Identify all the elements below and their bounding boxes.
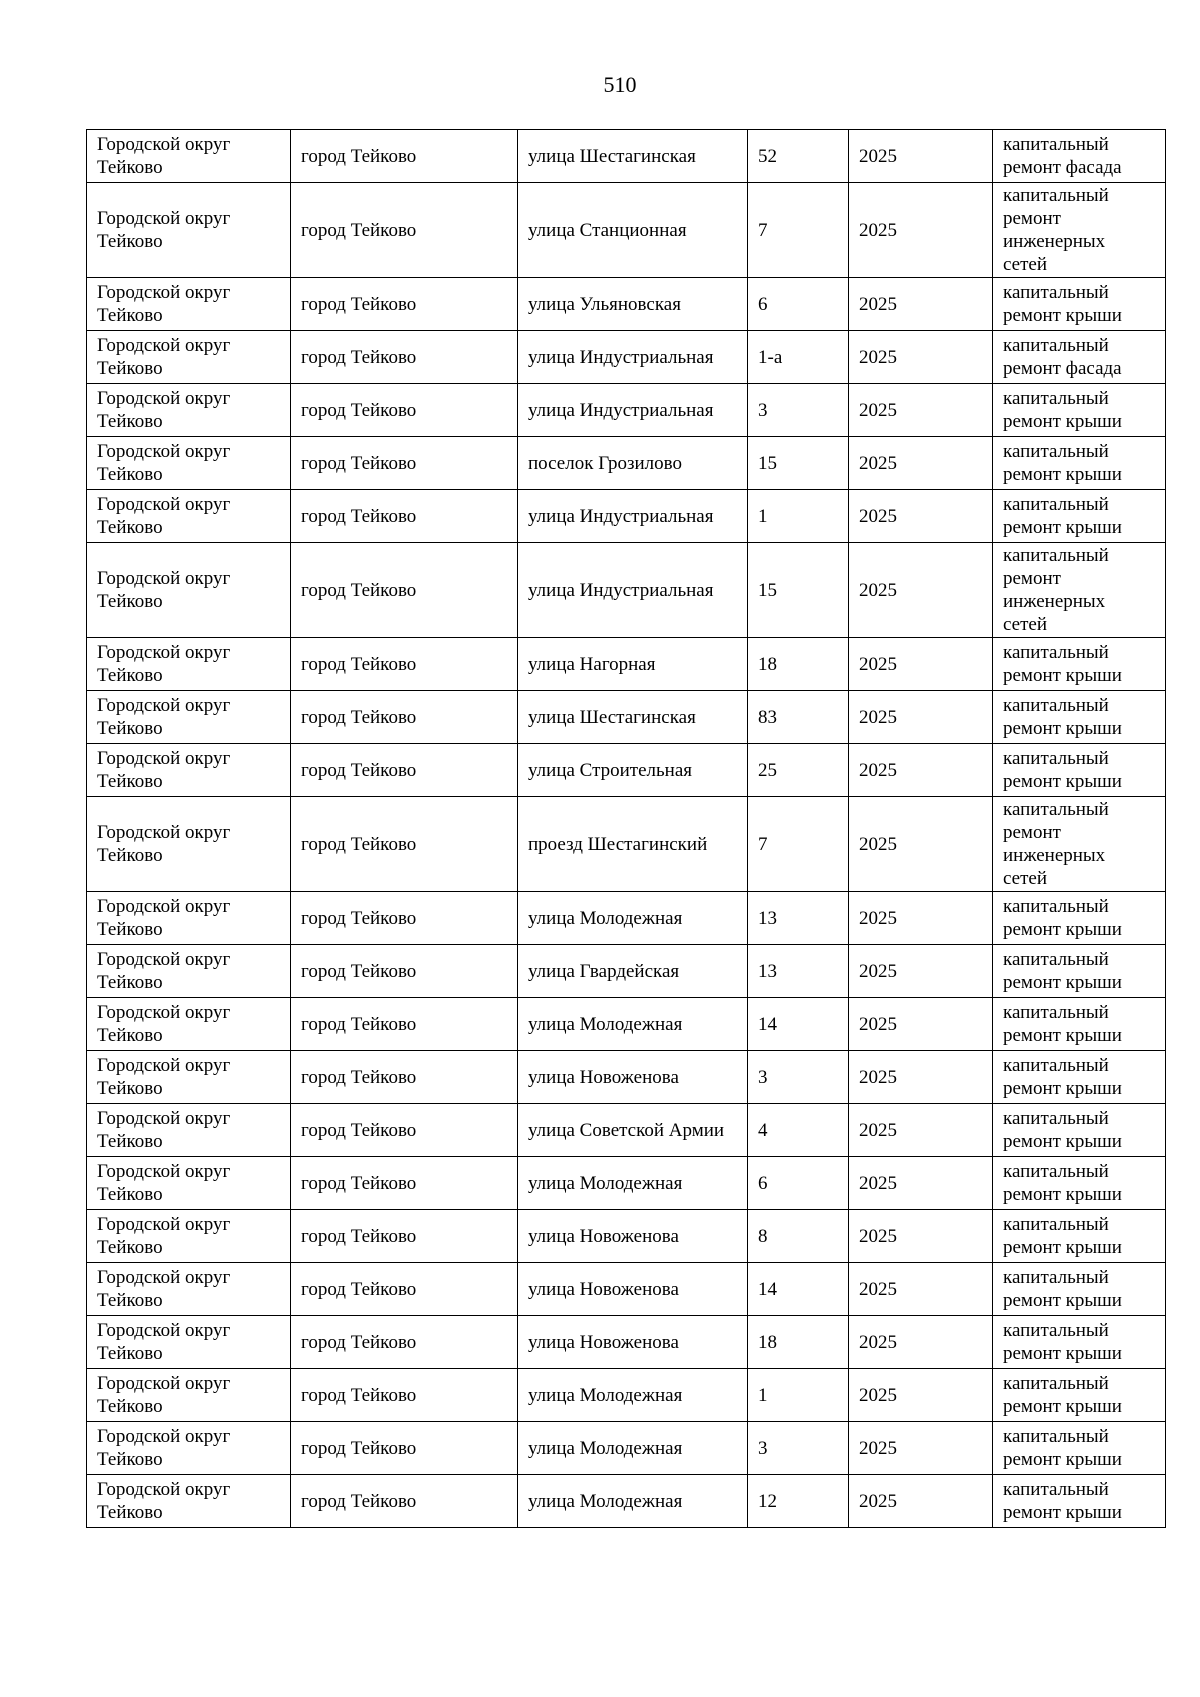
cell-house: 13 (748, 892, 849, 945)
cell-settlement: город Тейково (291, 691, 518, 744)
cell-work: капитальный ремонт фасада (993, 130, 1166, 183)
cell-street: улица Станционная (518, 183, 748, 278)
cell-work: капитальный ремонт крыши (993, 1263, 1166, 1316)
cell-house: 6 (748, 278, 849, 331)
cell-district: Городской округ Тейково (87, 490, 291, 543)
cell-house: 15 (748, 437, 849, 490)
cell-work: капитальный ремонт крыши (993, 1369, 1166, 1422)
cell-district: Городской округ Тейково (87, 130, 291, 183)
cell-district: Городской округ Тейково (87, 998, 291, 1051)
cell-settlement: город Тейково (291, 490, 518, 543)
cell-settlement: город Тейково (291, 1210, 518, 1263)
cell-work: капитальный ремонт крыши (993, 1210, 1166, 1263)
cell-district: Городской округ Тейково (87, 1051, 291, 1104)
table-row (87, 1422, 1166, 1475)
page-number: 510 (603, 72, 637, 97)
cell-house: 3 (748, 1051, 849, 1104)
cell-street: улица Индустриальная (518, 543, 748, 638)
cell-house: 1 (748, 490, 849, 543)
cell-street: улица Новоженова (518, 1051, 748, 1104)
cell-house: 15 (748, 543, 849, 638)
cell-year: 2025 (849, 1104, 993, 1157)
table-row (87, 892, 1166, 945)
cell-street: улица Молодежная (518, 1369, 748, 1422)
cell-settlement: город Тейково (291, 183, 518, 278)
cell-district: Городской округ Тейково (87, 1104, 291, 1157)
cell-year: 2025 (849, 797, 993, 892)
cell-district: Городской округ Тейково (87, 797, 291, 892)
cell-work: капитальный ремонт инженерных сетей (993, 797, 1166, 892)
cell-year: 2025 (849, 384, 993, 437)
cell-house: 8 (748, 1210, 849, 1263)
cell-settlement: город Тейково (291, 892, 518, 945)
cell-work: капитальный ремонт крыши (993, 1316, 1166, 1369)
cell-district: Городской округ Тейково (87, 691, 291, 744)
table-row (87, 437, 1166, 490)
cell-street: проезд Шестагинский (518, 797, 748, 892)
table-row (87, 490, 1166, 543)
table-body (87, 130, 1166, 1528)
cell-work: капитальный ремонт фасада (993, 331, 1166, 384)
cell-district: Городской округ Тейково (87, 543, 291, 638)
cell-work: капитальный ремонт крыши (993, 278, 1166, 331)
cell-work: капитальный ремонт крыши (993, 892, 1166, 945)
table-row (87, 278, 1166, 331)
table-row (87, 331, 1166, 384)
cell-district: Городской округ Тейково (87, 1157, 291, 1210)
cell-settlement: город Тейково (291, 130, 518, 183)
cell-street: улица Новоженова (518, 1316, 748, 1369)
cell-street: улица Молодежная (518, 1157, 748, 1210)
cell-settlement: город Тейково (291, 1263, 518, 1316)
cell-street: улица Шестагинская (518, 691, 748, 744)
cell-year: 2025 (849, 490, 993, 543)
cell-work: капитальный ремонт крыши (993, 1475, 1166, 1528)
cell-year: 2025 (849, 1051, 993, 1104)
table-row (87, 998, 1166, 1051)
cell-street: улица Индустриальная (518, 490, 748, 543)
cell-street: улица Молодежная (518, 1422, 748, 1475)
cell-district: Городской округ Тейково (87, 1422, 291, 1475)
cell-street: улица Молодежная (518, 998, 748, 1051)
cell-work: капитальный ремонт инженерных сетей (993, 543, 1166, 638)
cell-work: капитальный ремонт крыши (993, 490, 1166, 543)
cell-year: 2025 (849, 130, 993, 183)
cell-work: капитальный ремонт крыши (993, 744, 1166, 797)
cell-work: капитальный ремонт крыши (993, 691, 1166, 744)
table-row (87, 1210, 1166, 1263)
cell-street: улица Строительная (518, 744, 748, 797)
table-row (87, 384, 1166, 437)
cell-district: Городской округ Тейково (87, 945, 291, 998)
cell-settlement: город Тейково (291, 1316, 518, 1369)
cell-work: капитальный ремонт крыши (993, 638, 1166, 691)
cell-district: Городской округ Тейково (87, 183, 291, 278)
cell-work: капитальный ремонт инженерных сетей (993, 183, 1166, 278)
cell-street: улица Молодежная (518, 1475, 748, 1528)
table-row (87, 1051, 1166, 1104)
cell-house: 52 (748, 130, 849, 183)
cell-work: капитальный ремонт крыши (993, 1051, 1166, 1104)
cell-street: улица Нагорная (518, 638, 748, 691)
cell-work: капитальный ремонт крыши (993, 437, 1166, 490)
cell-district: Городской округ Тейково (87, 384, 291, 437)
cell-settlement: город Тейково (291, 1475, 518, 1528)
cell-street: улица Индустриальная (518, 384, 748, 437)
cell-settlement: город Тейково (291, 1157, 518, 1210)
cell-street: улица Советской Армии (518, 1104, 748, 1157)
cell-settlement: город Тейково (291, 1104, 518, 1157)
cell-district: Городской округ Тейково (87, 638, 291, 691)
table-row (87, 183, 1166, 278)
table-row (87, 945, 1166, 998)
cell-year: 2025 (849, 892, 993, 945)
cell-district: Городской округ Тейково (87, 437, 291, 490)
cell-house: 3 (748, 384, 849, 437)
cell-district: Городской округ Тейково (87, 892, 291, 945)
cell-year: 2025 (849, 183, 993, 278)
cell-street: улица Гвардейская (518, 945, 748, 998)
table-row (87, 543, 1166, 638)
cell-house: 3 (748, 1422, 849, 1475)
cell-work: капитальный ремонт крыши (993, 1157, 1166, 1210)
cell-settlement: город Тейково (291, 331, 518, 384)
cell-district: Городской округ Тейково (87, 1210, 291, 1263)
cell-district: Городской округ Тейково (87, 1316, 291, 1369)
cell-year: 2025 (849, 1422, 993, 1475)
cell-house: 14 (748, 1263, 849, 1316)
table-row (87, 1157, 1166, 1210)
cell-house: 18 (748, 638, 849, 691)
cell-year: 2025 (849, 744, 993, 797)
cell-settlement: город Тейково (291, 437, 518, 490)
table-row (87, 1475, 1166, 1528)
cell-house: 7 (748, 797, 849, 892)
cell-house: 1-а (748, 331, 849, 384)
cell-settlement: город Тейково (291, 945, 518, 998)
cell-settlement: город Тейково (291, 384, 518, 437)
cell-district: Городской округ Тейково (87, 278, 291, 331)
cell-year: 2025 (849, 543, 993, 638)
cell-street: улица Новоженова (518, 1263, 748, 1316)
cell-year: 2025 (849, 437, 993, 490)
cell-district: Городской округ Тейково (87, 331, 291, 384)
cell-street: улица Молодежная (518, 892, 748, 945)
cell-work: капитальный ремонт крыши (993, 945, 1166, 998)
cell-year: 2025 (849, 278, 993, 331)
cell-district: Городской округ Тейково (87, 1369, 291, 1422)
cell-house: 4 (748, 1104, 849, 1157)
cell-year: 2025 (849, 945, 993, 998)
table-row (87, 797, 1166, 892)
cell-settlement: город Тейково (291, 1422, 518, 1475)
cell-street: улица Ульяновская (518, 278, 748, 331)
cell-district: Городской округ Тейково (87, 1263, 291, 1316)
cell-year: 2025 (849, 1210, 993, 1263)
cell-house: 83 (748, 691, 849, 744)
cell-house: 18 (748, 1316, 849, 1369)
cell-settlement: город Тейково (291, 1051, 518, 1104)
cell-year: 2025 (849, 1316, 993, 1369)
cell-house: 13 (748, 945, 849, 998)
cell-year: 2025 (849, 1475, 993, 1528)
cell-work: капитальный ремонт крыши (993, 1104, 1166, 1157)
cell-settlement: город Тейково (291, 638, 518, 691)
table-row (87, 1263, 1166, 1316)
cell-house: 25 (748, 744, 849, 797)
cell-year: 2025 (849, 998, 993, 1051)
table-row (87, 1369, 1166, 1422)
cell-year: 2025 (849, 331, 993, 384)
table-row (87, 130, 1166, 183)
cell-settlement: город Тейково (291, 1369, 518, 1422)
cell-work: капитальный ремонт крыши (993, 1422, 1166, 1475)
cell-settlement: город Тейково (291, 998, 518, 1051)
cell-settlement: город Тейково (291, 744, 518, 797)
table-row (87, 1104, 1166, 1157)
table-row (87, 638, 1166, 691)
cell-house: 6 (748, 1157, 849, 1210)
cell-settlement: город Тейково (291, 797, 518, 892)
cell-year: 2025 (849, 691, 993, 744)
cell-street: улица Новоженова (518, 1210, 748, 1263)
cell-year: 2025 (849, 638, 993, 691)
cell-district: Городской округ Тейково (87, 1475, 291, 1528)
cell-settlement: город Тейково (291, 278, 518, 331)
repair-schedule-table (86, 129, 1166, 1528)
cell-house: 14 (748, 998, 849, 1051)
cell-house: 1 (748, 1369, 849, 1422)
table-row (87, 744, 1166, 797)
cell-year: 2025 (849, 1263, 993, 1316)
cell-district: Городской округ Тейково (87, 744, 291, 797)
cell-street: поселок Грозилово (518, 437, 748, 490)
cell-settlement: город Тейково (291, 543, 518, 638)
table-row (87, 1316, 1166, 1369)
cell-house: 7 (748, 183, 849, 278)
cell-house: 12 (748, 1475, 849, 1528)
table-row (87, 691, 1166, 744)
cell-year: 2025 (849, 1369, 993, 1422)
cell-year: 2025 (849, 1157, 993, 1210)
cell-street: улица Индустриальная (518, 331, 748, 384)
cell-work: капитальный ремонт крыши (993, 384, 1166, 437)
cell-work: капитальный ремонт крыши (993, 998, 1166, 1051)
cell-street: улица Шестагинская (518, 130, 748, 183)
